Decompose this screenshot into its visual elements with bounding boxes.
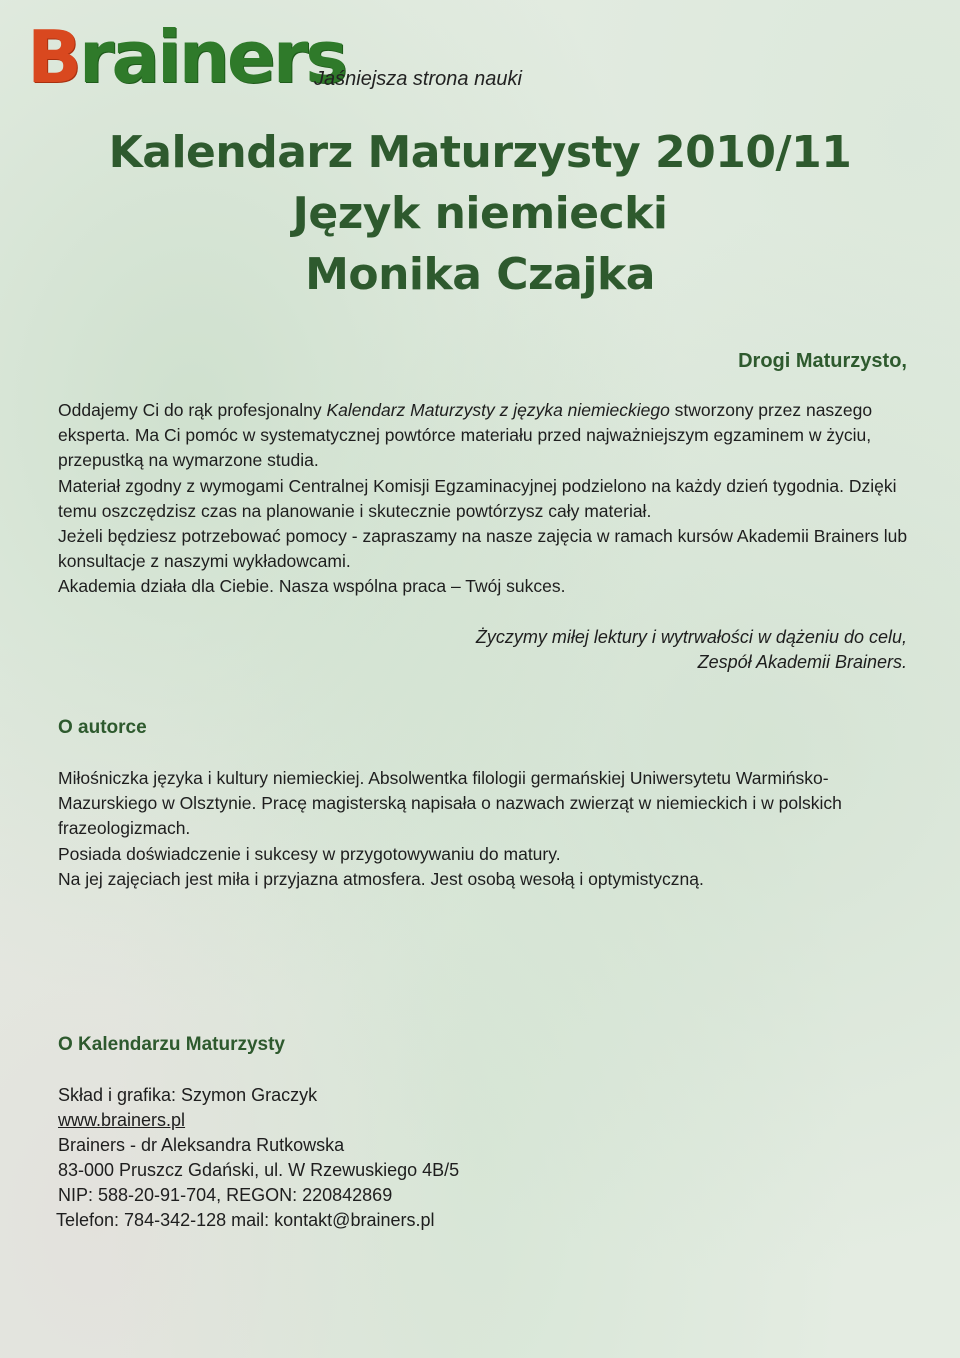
design-credit: Skład i grafika: Szymon Graczyk: [58, 1085, 318, 1105]
about-calendar-heading: O Kalendarzu Maturzysty: [58, 1034, 285, 1055]
calendar-name: Kalendarz Maturzysty z języka niemieckiego: [326, 400, 670, 420]
title-line-1: Kalendarz Maturzysty 2010/11: [108, 127, 852, 178]
intro-paragraph-3: Jeżeli będziesz potrzebować pomocy - zapraszamy na nasze zajęcia w ramach kursów Akademii Brainers lub konsultacje z naszymi wykładowcami.: [58, 526, 908, 572]
author-paragraph-2: Posiada doświadczenie i sukcesy w przygotowywaniu do matury.: [58, 843, 561, 864]
document-title: [0, 122, 960, 305]
intro-paragraph-4: Akademia działa dla Ciebie. Nasza wspólna praca – Twój sukces.: [58, 576, 566, 597]
owner: Brainers - dr Aleksandra Rutkowska: [58, 1135, 345, 1155]
author-paragraph-1: Miłośniczka języka i kultury niemieckiej. Absolwentka filologii germańskiej Uniwersytetu Warmińsko-Mazurskiego w Olsztynie. Pracę magisterską napisała o nazwach zwierząt w niemieckich i w polskich frazeologizmach.: [58, 768, 842, 839]
signoff-line-2: Zespół Akademii Brainers.: [697, 652, 907, 672]
intro-text: [58, 398, 908, 600]
intro-paragraph-1: [58, 398, 908, 474]
greeting: Drogi Maturzysto,: [738, 350, 907, 372]
imprint: [58, 1083, 459, 1233]
signoff: [476, 625, 907, 675]
intro-paragraph-2: Materiał zgodny z wymogami Centralnej Komisji Egzaminacyjnej podzielono na każdy dzień tygodnia. Dzięki temu oszczędzisz czas na planowanie i skutecznie powtórzysz cały materiał.: [58, 475, 897, 521]
tagline: Jaśniejsza strona nauki: [314, 68, 522, 90]
company-ids: NIP: 588-20-91-704, REGON: 220842869: [58, 1185, 393, 1205]
signoff-line-1: Życzymy miłej lektury i wytrwałości w dążeniu do celu,: [475, 627, 907, 647]
title-line-3: Monika Czajka: [305, 249, 655, 300]
contact: Telefon: 784-342-128 mail: kontakt@brainers.pl: [56, 1210, 435, 1230]
about-author-text: [58, 766, 908, 892]
title-line-2: Język niemiecki: [292, 188, 668, 239]
author-paragraph-3: Na jej zajęciach jest miła i przyjazna atmosfera. Jest osobą wesołą i optymistyczną.: [58, 868, 704, 889]
website-link[interactable]: www.brainers.pl: [58, 1110, 186, 1130]
about-author-heading: O autorce: [58, 717, 147, 738]
brainers-logo: Brainers: [27, 15, 346, 99]
intro-p1-end: stworzony przez naszego eksperta. Ma Ci pomóc w systematycznej powtórce materiału przed najważniejszym egzaminem w życiu, przepustką na wymarzone studia.: [58, 400, 873, 471]
address: 83-000 Pruszcz Gdański, ul. W Rzewuskiego 4B/5: [58, 1160, 460, 1180]
intro-p1-start: Oddajemy Ci do rąk profesjonalny: [58, 400, 327, 420]
